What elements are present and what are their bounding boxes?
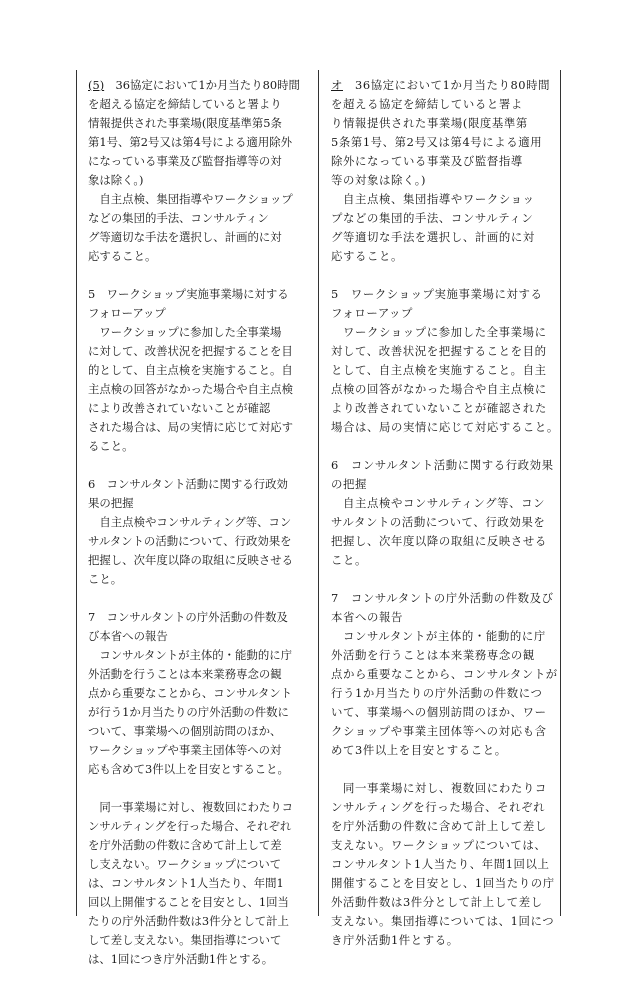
text-line: 主点検の回答がなかった場合や自主点検 xyxy=(88,382,294,396)
text-line: フォローアップ xyxy=(88,306,166,320)
item-label: オ xyxy=(331,78,343,92)
text-line: 果の把握 xyxy=(88,496,134,510)
text-line: して差し支えない。集団指導について xyxy=(88,933,282,947)
text-line: になっている事業及び監督指導等の対 xyxy=(88,154,282,168)
text-line: 把握し、次年度以降の取組に反映させる xyxy=(88,553,294,567)
text-line: たりの庁外活動件数は3件分として計上 xyxy=(88,914,289,928)
text-line: コンサルタント1人当たり、年間1回以上 xyxy=(331,857,550,871)
column-divider-left xyxy=(76,70,77,916)
text-line: ンサルティングを行った場合、それぞれ xyxy=(88,819,292,833)
text-line: 回以上開催することを目安とし、1回当 xyxy=(88,895,289,909)
text-line: 7 コンサルタントの庁外活動の件数及 xyxy=(88,610,288,624)
text-line: 同一事業場に対し、複数回にわたりコ xyxy=(331,781,547,795)
text-line: 点から重要なことから、コンサルタント xyxy=(88,686,293,700)
text-line: 第1号、第2号又は第4号による適用除外 xyxy=(88,135,292,149)
text-block xyxy=(331,779,555,950)
text-line: 除外になっている事業及び監督指導 xyxy=(331,154,523,168)
text-line: として、自主点検を実施すること。自主 xyxy=(331,363,547,377)
text-line: 応すること。 xyxy=(88,249,157,263)
item-label: (5) xyxy=(88,78,105,92)
text-block xyxy=(331,456,555,570)
text-line xyxy=(331,76,555,95)
text-line: グ等適切な手法を選択し、計画的に対 xyxy=(331,230,535,244)
text-line: ワークショップや事業主団体等への対 xyxy=(88,743,282,757)
text-line: 支えない。ワークショップについては、 xyxy=(331,838,547,852)
text-block xyxy=(88,475,312,589)
text-line: された場合は、局の実情に応じて対応す xyxy=(88,420,294,434)
text-line: 6 コンサルタント活動に関する行政効果 xyxy=(331,458,554,472)
text-block xyxy=(88,608,312,779)
text-line-content: 36協定において1か月当たり80時間 xyxy=(115,78,300,92)
text-block xyxy=(88,798,312,969)
text-line: 場合は、局の実情に応じて対応すること。 xyxy=(331,420,559,434)
text-line: より改善されていないことが確認された xyxy=(331,401,547,415)
text-block xyxy=(331,76,555,266)
text-line: を超える協定を締結していると署よ xyxy=(331,97,523,111)
text-line: を超える協定を締結していると署より xyxy=(88,97,282,111)
column-divider-center xyxy=(318,70,319,916)
text-line: は、コンサルタント1人当たり、年間1 xyxy=(88,876,284,890)
text-line: ついて、事業場への個別訪問のほか、 xyxy=(88,724,282,738)
text-line: ること。 xyxy=(88,439,134,453)
text-line: 5 ワークショップ実施事業場に対する xyxy=(88,287,289,301)
text-line: 自主点検、集団指導やワークショッ xyxy=(331,192,535,206)
text-line: 自主点検やコンサルティング等、コン xyxy=(331,496,546,510)
text-line: に対して、改善状況を把握することを目 xyxy=(88,344,293,358)
text-line: 自主点検、集団指導やワークショップ xyxy=(88,192,293,206)
text-line: 7 コンサルタントの庁外活動の件数及び xyxy=(331,591,554,605)
text-block xyxy=(331,285,559,437)
text-line: 5 ワークショップ実施事業場に対する xyxy=(331,287,543,301)
text-line-content: 36協定において1か月当たり80時間 xyxy=(355,78,551,92)
text-line: サルタントの活動について、行政効果を xyxy=(331,515,546,529)
text-block xyxy=(331,589,558,760)
text-line: めて3件以上を目安とすること。 xyxy=(331,743,507,757)
text-line: フォローアップ xyxy=(331,306,413,320)
text-line: を庁外活動の件数に含めて計上して差 xyxy=(88,838,282,852)
text-line: などの集団的手法、コンサルティン xyxy=(88,211,269,225)
text-line: 応も含めて3件以上を目安とすること。 xyxy=(88,762,289,776)
text-line: 外活動を行うことは本来業務専念の観 xyxy=(88,667,282,681)
text-line: ワークショップに参加した全事業場に xyxy=(331,325,547,339)
text-line: により改善されていないことが確認 xyxy=(88,401,271,415)
text-line: を庁外活動の件数に含めて計上して差し xyxy=(331,819,547,833)
text-line: 応すること。 xyxy=(331,249,403,263)
text-line: クショップや事業主団体等への対応も含 xyxy=(331,724,547,738)
text-line: び本省への報告 xyxy=(88,629,168,643)
text-line: ンサルティングを行った場合、それぞれ xyxy=(331,800,546,814)
text-line: サルタントの活動について、行政効果を xyxy=(88,534,292,548)
text-line: 点検の回答がなかった場合や自主点検に xyxy=(331,382,547,396)
text-line: 本省への報告 xyxy=(331,610,403,624)
text-line: 情報提供された事業場(限度基準第5条 xyxy=(88,116,282,130)
right-column xyxy=(331,76,559,969)
text-line xyxy=(88,76,312,95)
text-line: 把握し、次年度以降の取組に反映させる xyxy=(331,534,547,548)
text-line: 行う1か月当たりの庁外活動の件数につ xyxy=(331,686,543,700)
text-line: が行う1か月当たりの庁外活動の件数に xyxy=(88,705,289,719)
text-line: こと。 xyxy=(331,553,367,567)
text-line: 支えない。集団指導については、1回につ xyxy=(331,914,555,928)
text-line: 開催することを目安とし、1回当たりの庁 xyxy=(331,876,555,890)
text-line: 自主点検やコンサルティング等、コン xyxy=(88,515,292,529)
text-line: グ等適切な手法を選択し、計画的に対 xyxy=(88,230,282,244)
text-line: 同一事業場に対し、複数回にわたりコ xyxy=(88,800,294,814)
text-line: り情報提供された事業場(限度基準第 xyxy=(331,116,528,130)
text-line: 等の対象は除く。) xyxy=(331,173,427,187)
text-block xyxy=(88,76,312,266)
text-line: コンサルタントが主体的・能動的に庁 xyxy=(88,648,293,662)
text-line: プなどの集団的手法、コンサルティン xyxy=(331,211,534,225)
text-line: コンサルタントが主体的・能動的に庁 xyxy=(331,629,546,643)
text-line: 象は除く。) xyxy=(88,173,144,187)
column-divider-right xyxy=(560,70,561,916)
text-line: 対して、改善状況を把握することを目的 xyxy=(331,344,547,358)
text-line: 点から重要なことから、コンサルタントが xyxy=(331,667,558,681)
left-column xyxy=(88,76,312,988)
text-line: ワークショップに参加した全事業場 xyxy=(88,325,282,339)
text-line: 外活動を行うことは本来業務専念の観 xyxy=(331,648,535,662)
text-line: は、1回につき庁外活動1件とする。 xyxy=(88,952,274,966)
text-line: し支えない。ワークショップについて xyxy=(88,857,282,871)
text-line: いて、事業場への個別訪問のほか、ワー xyxy=(331,705,547,719)
text-line: の把握 xyxy=(331,477,367,491)
text-line: こと。 xyxy=(88,572,123,586)
text-line: 6 コンサルタント活動に関する行政効 xyxy=(88,477,288,491)
text-line: 5条第1号、第2号又は第4号による適用 xyxy=(331,135,543,149)
text-line: 的として、自主点検を実施すること。自 xyxy=(88,363,293,377)
text-line: き庁外活動1件とする。 xyxy=(331,933,459,947)
text-line: 外活動件数は3件分として計上して差し xyxy=(331,895,543,909)
text-block xyxy=(88,285,312,456)
